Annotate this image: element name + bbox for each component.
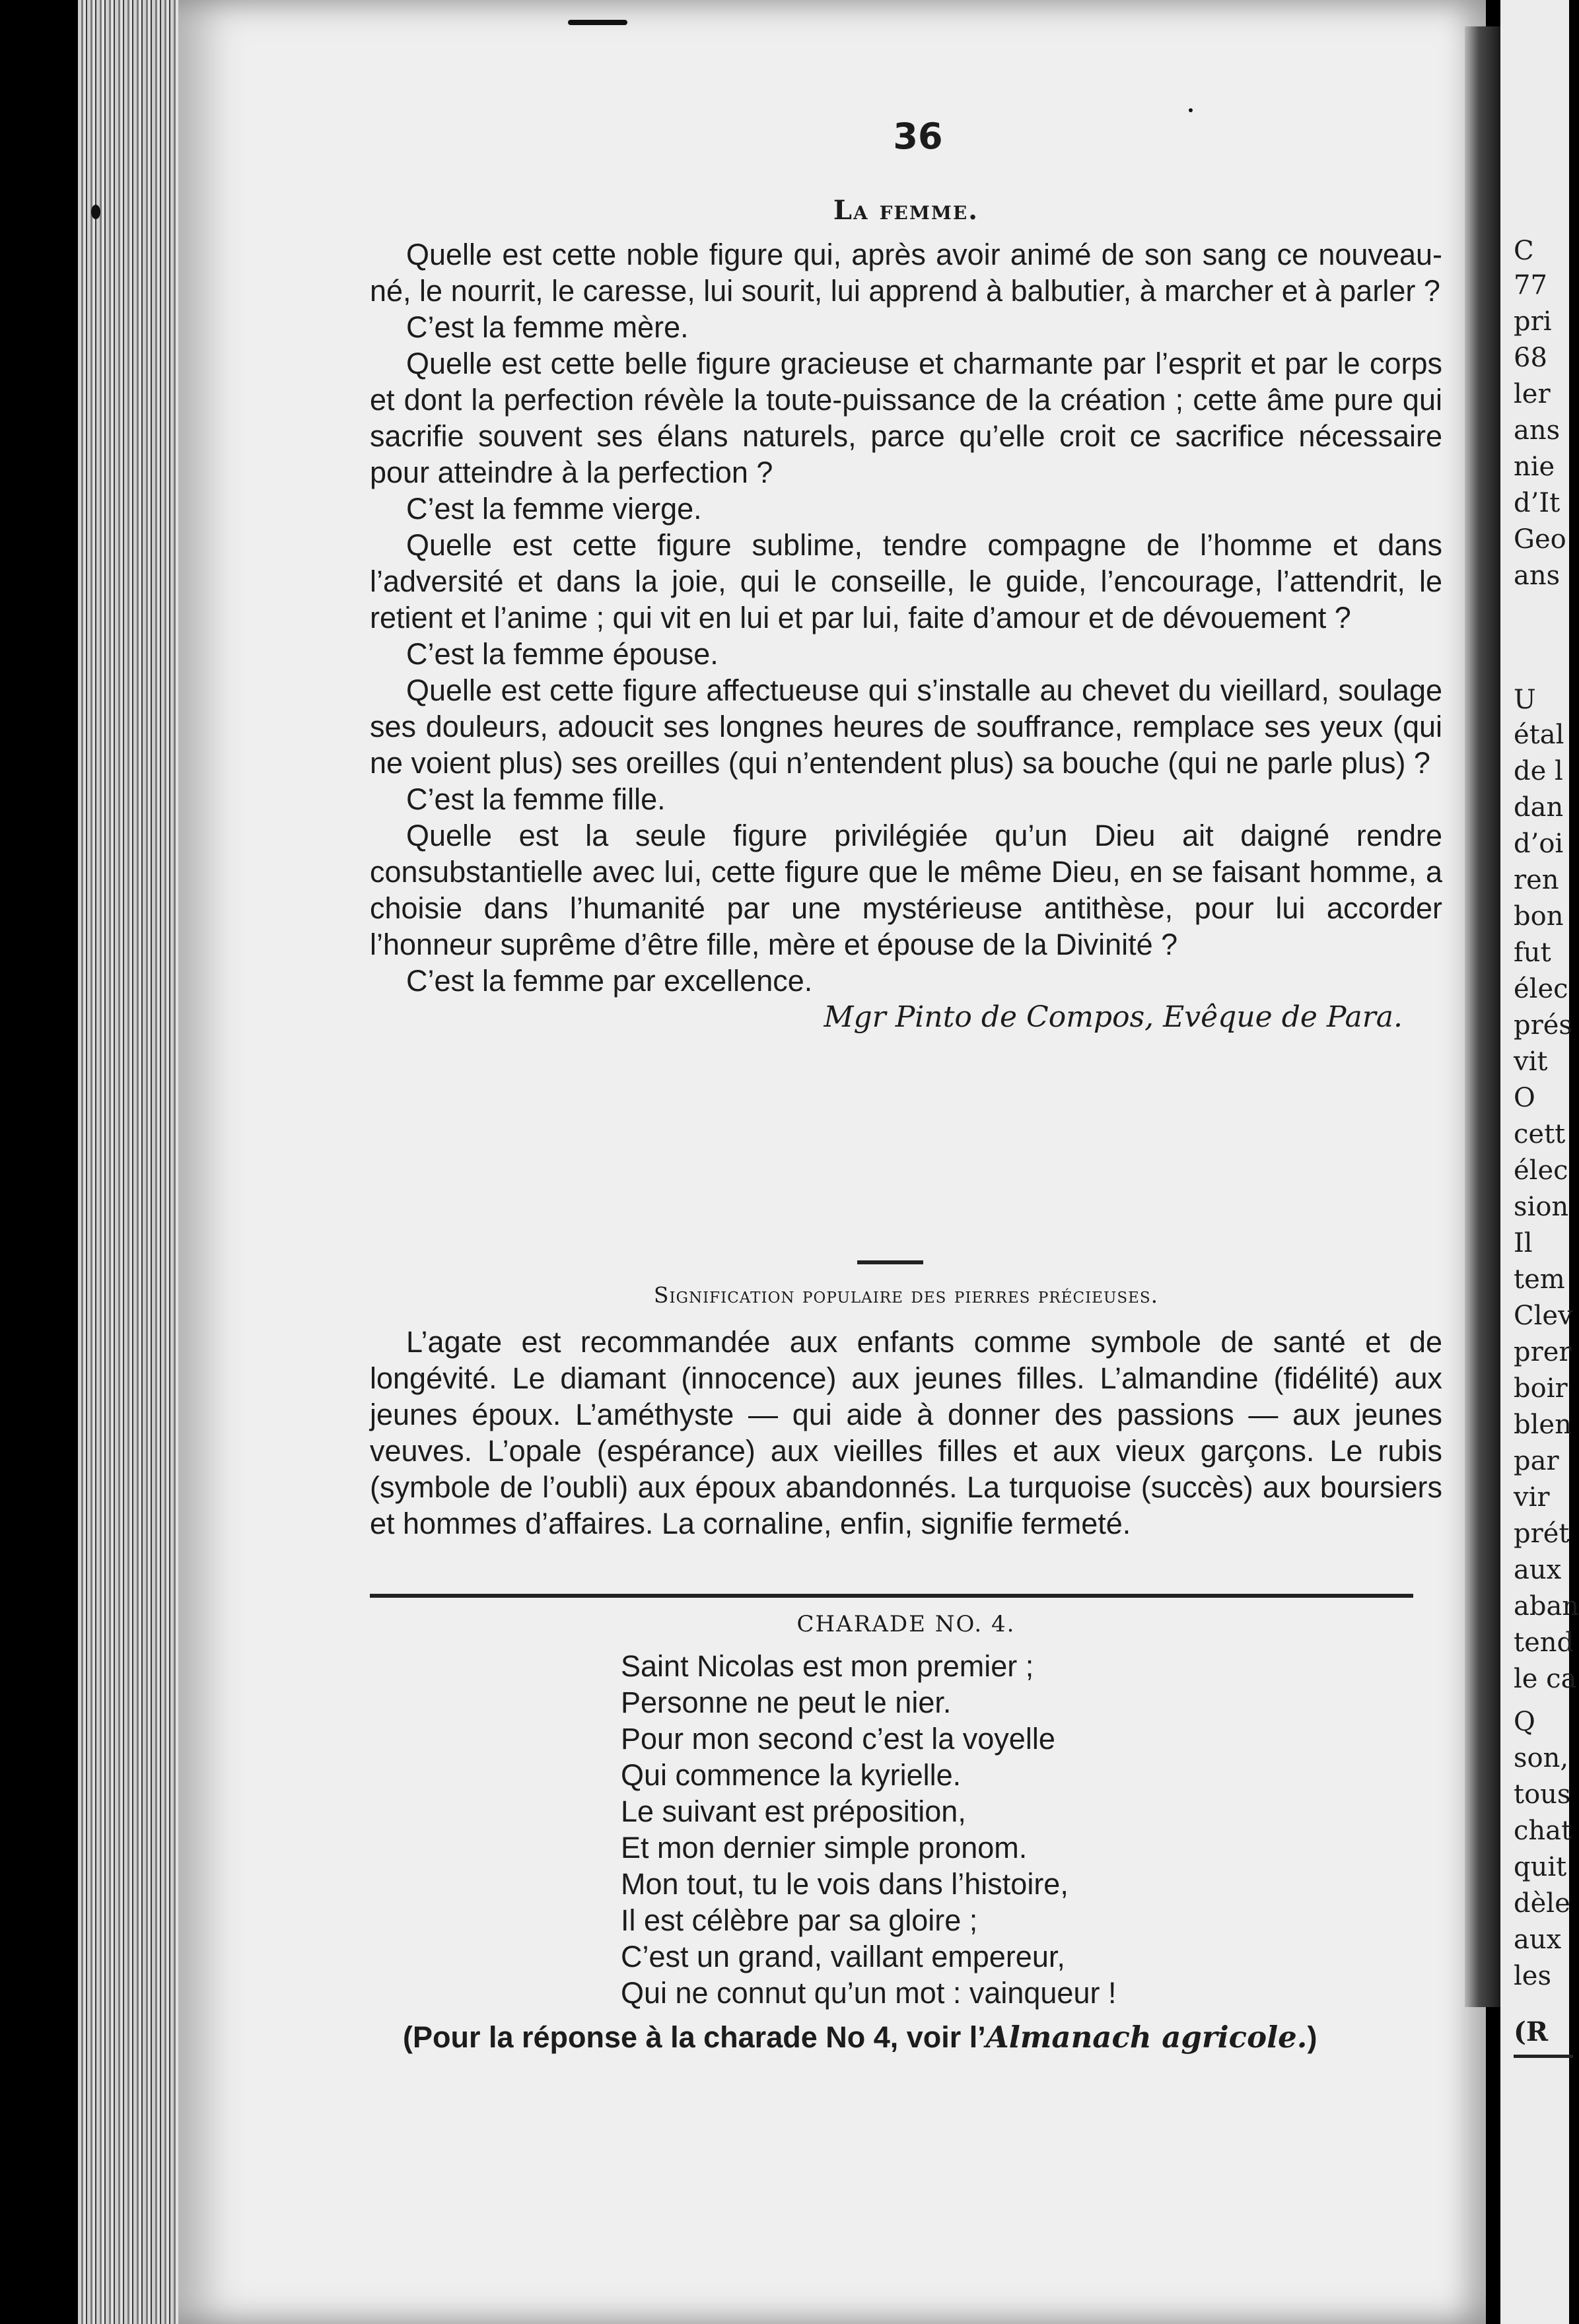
next-page-fragment: prer [1514, 1337, 1572, 1367]
poem-line: Et mon dernier simple pronom. [621, 1831, 1028, 1864]
next-page-fragment: ler [1514, 379, 1551, 409]
charade-answer-note [403, 2019, 1420, 2055]
next-page-fragment: aban [1514, 1591, 1579, 1622]
next-page-fragment: dèle [1514, 1888, 1570, 1919]
next-page-fragment: aux [1514, 1925, 1562, 1955]
charade-poem [621, 1648, 1413, 2011]
next-page-fragment: d’oi [1514, 829, 1564, 859]
next-page-fragment: fut [1514, 938, 1551, 968]
next-page-fragment: quit [1514, 1852, 1567, 1882]
next-page-fragment: Clev [1514, 1301, 1573, 1331]
next-page-fragment: tend [1514, 1627, 1574, 1658]
next-page-fragment: Q [1514, 1707, 1535, 1737]
scan-speck [91, 205, 100, 219]
next-page-fragment: nie [1514, 452, 1555, 482]
next-page-rule [1514, 2055, 1573, 2058]
next-page-fragment: ren [1514, 865, 1559, 895]
section-divider [857, 1260, 923, 1264]
paragraph: C’est la femme épouse. [406, 637, 719, 671]
next-page-fragment: tous [1514, 1779, 1571, 1810]
next-page-fragment: vit [1514, 1046, 1548, 1077]
page-edges [78, 0, 184, 2324]
next-page-fragment: O [1514, 1083, 1535, 1113]
next-page-fragment: (R [1514, 2016, 1549, 2047]
paragraph: Quelle est la seule figure privilégiée qu’un Dieu ait daigné rendre consubstantielle avec lui, cette figure que le même Dieu, en se faisant homme, a choisie dans l’humanité par une mystérieuse antithèse, pour lui accorder l’honneur suprême d’être fille, mère et épouse de la Divinité ? [370, 819, 1442, 961]
next-page-fragment: pri [1514, 306, 1552, 337]
poem-line: Il est célèbre par sa gloire ; [621, 1903, 978, 1937]
paragraph: Quelle est cette figure sublime, tendre compagne de l’homme et dans l’adversité et dans la joie, qui le conseille, le guide, l’encourage, l’attendrit, le retient et l’anime ; qui vit en lui et par lui, faite d’amour et de dévouement ? [370, 528, 1442, 634]
paragraph: L’agate est recommandée aux enfants comme symbole de santé et de longévité. Le diamant (innocence) aux jeunes filles. L’almandine (fidélité) aux jeunes époux. L’améthyste — qui aide à donner des passions — aux jeunes veuves. L’opale (espérance) aux vieilles filles et aux vieux garçons. Le rubis (symbole de l’oubli) aux époux abandonnés. La turquoise (succès) aux boursiers et hommes d’affaires. La cornaline, enfin, signifie fermeté. [370, 1325, 1442, 1540]
next-page-fragment: tem [1514, 1264, 1565, 1295]
next-page-fragment: ans [1514, 415, 1561, 446]
next-page-fragment: par [1514, 1446, 1559, 1476]
next-page-fragment: élec [1514, 974, 1568, 1004]
paragraph: C’est la femme vierge. [406, 492, 702, 526]
paragraph: C’est la femme fille. [406, 782, 666, 816]
next-page-fragment: vir [1514, 1482, 1550, 1513]
poem-line: Personne ne peut le nier. [621, 1686, 952, 1719]
next-page-fragment: de l [1514, 756, 1563, 786]
answer-suffix: ) [1307, 2020, 1317, 2054]
poem-line: Saint Nicolas est mon premier ; [621, 1649, 1034, 1683]
signature: Mgr Pinto de Compos, Evêque de Para. [824, 1000, 1403, 1034]
poem-line: Mon tout, tu le vois dans l’histoire, [621, 1867, 1069, 1901]
poem-line: Qui ne connut qu’un mot : vainqueur ! [621, 1976, 1117, 2010]
next-page-fragment: le ca [1514, 1664, 1577, 1694]
answer-prefix: (Pour la réponse à la charade No 4, voir l’ [403, 2020, 986, 2054]
next-page-fragment: C [1514, 236, 1534, 266]
paragraph: Quelle est cette noble figure qui, après avoir animé de son sang ce nouveau-né, le nourrit, le caresse, lui sourit, lui apprend à balbutier, à marcher et à parler ? [370, 238, 1442, 308]
scan-speck [1189, 108, 1193, 112]
next-page-fragment: sion [1514, 1192, 1569, 1222]
next-page-fragment: bon [1514, 901, 1564, 932]
section-divider [370, 1594, 1413, 1598]
next-page-fragment: Il [1514, 1228, 1533, 1258]
poem-line: Le suivant est préposition, [621, 1794, 966, 1828]
next-page-fragment: étal [1514, 720, 1564, 750]
next-page-fragment: aux [1514, 1555, 1562, 1585]
section-title-femme: La femme. [833, 195, 979, 226]
next-page-fragment: élec [1514, 1155, 1568, 1186]
next-page-fragment: chat [1514, 1816, 1572, 1846]
poem-line: Pour mon second c’est la voyelle [621, 1722, 1055, 1756]
scan-speck [568, 20, 627, 25]
next-page-fragment: cett [1514, 1119, 1566, 1149]
section-title-pierres: Signification populaire des pierres précieuses. [653, 1282, 1159, 1308]
paragraph: Quelle est cette figure affectueuse qui s’installe au chevet du vieillard, soulage ses douleurs, adoucit ses longnes heures de souffrance, remplace ses yeux (qui ne voient plus) ses oreilles (qui n’entendent plus) sa bouche (qui ne parle plus) ? [370, 673, 1442, 780]
answer-title: Almanach agricole. [985, 2020, 1308, 2055]
next-page-strip [1500, 0, 1579, 2324]
section-title-charade: CHARADE NO. 4. [796, 1611, 1016, 1637]
book-spine-shadow [1465, 26, 1500, 2007]
next-page-fragment: Geo [1514, 524, 1566, 555]
next-page-fragment: prét [1514, 1519, 1570, 1549]
next-page-fragment: blen [1514, 1410, 1572, 1440]
next-page-fragment: son, [1514, 1743, 1569, 1773]
next-page-fragment: boir [1514, 1373, 1568, 1404]
poem-line: C’est un grand, vaillant empereur, [621, 1940, 1065, 1973]
next-page-fragment: 68 [1514, 343, 1547, 373]
paragraph: Quelle est cette belle figure gracieuse et charmante par l’esprit et par le corps et dont la perfection révèle la toute-puissance de la création ; cette âme pure qui sacrifie souvent ses élans naturels, parce qu’elle croit ce sacrifice nécessaire pour atteindre à la perfection ? [370, 347, 1442, 489]
next-page-fragment: prés [1514, 1010, 1572, 1041]
next-page-fragment: 77 [1514, 270, 1547, 300]
next-page-fragment: dan [1514, 792, 1564, 823]
paragraph: C’est la femme par excellence. [406, 964, 813, 998]
femme-article [370, 236, 1442, 1035]
next-page-fragment: ans [1514, 561, 1561, 591]
next-page-fragment: d’It [1514, 488, 1561, 518]
page-number: 36 [893, 116, 943, 157]
poem-line: Qui commence la kyrielle. [621, 1758, 962, 1792]
next-page-fragment: les [1514, 1961, 1551, 1991]
next-page-fragment: U [1514, 685, 1536, 715]
paragraph: C’est la femme mère. [406, 310, 689, 344]
pierres-article [370, 1324, 1442, 1542]
